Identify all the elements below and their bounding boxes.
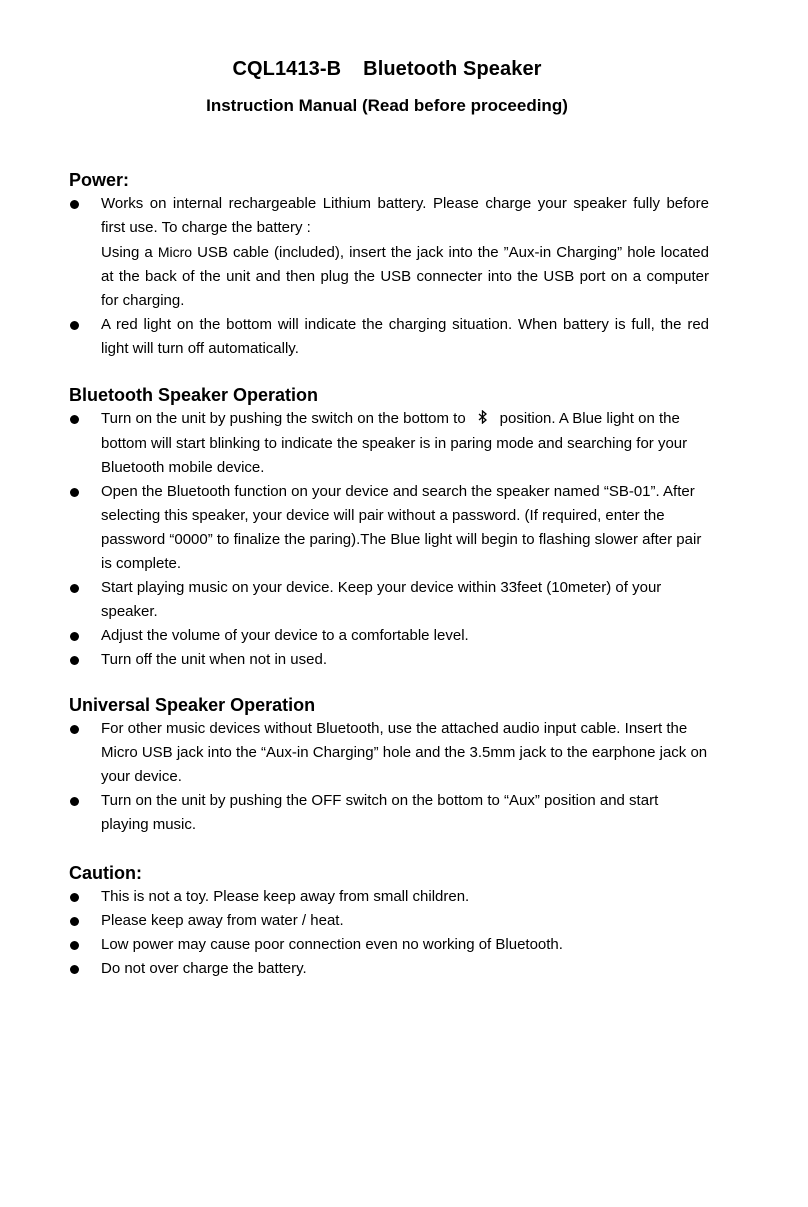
model-number: CQL1413-B <box>232 58 342 80</box>
bluetooth-item-1-post: position. A Blue light on the bottom will start blinking to indicate the speaker is in paring mode and searching for your Bluetooth mobile device. <box>101 410 688 476</box>
power-item-1-micro: Micro <box>157 244 193 260</box>
bullet-dot-icon <box>70 941 79 950</box>
bluetooth-item-4: Adjust the volume of your device to a comfortable level. <box>101 627 469 644</box>
bullet-dot-icon <box>70 632 79 641</box>
section-bluetooth <box>69 383 709 672</box>
list-item <box>69 789 709 837</box>
list-item <box>69 648 709 672</box>
list-item <box>69 909 709 933</box>
universal-list <box>69 717 709 837</box>
section-heading-power: Power: <box>69 170 130 190</box>
list-item <box>69 957 709 981</box>
section-caution <box>69 861 709 981</box>
bluetooth-item-5: Turn off the unit when not in used. <box>101 651 327 668</box>
bullet-dot-icon <box>70 200 79 209</box>
list-item <box>69 407 709 480</box>
product-name: Bluetooth Speaker <box>363 58 542 80</box>
list-item <box>69 480 709 576</box>
universal-item-1: For other music devices without Bluetooth, use the attached audio input cable. Insert the Micro USB jack into the “Aux-in Charging” hole and the 3.5mm jack to the earphone jack on your device. <box>101 720 708 785</box>
section-power <box>69 168 709 361</box>
power-item-1-rest: USB cable (included), insert the jack into the ”Aux-in Charging” hole located at the back of the unit and then plug the USB connecter into the USB port on a computer for charging. <box>101 244 709 309</box>
document-subtitle: Instruction Manual (Read before proceeding) <box>206 96 568 115</box>
bullet-dot-icon <box>70 656 79 665</box>
section-universal <box>69 693 709 837</box>
caution-item-2: Please keep away from water / heat. <box>101 912 344 929</box>
power-item-1-intro: Works on internal rechargeable Lithium battery. Please charge your speaker fully before first use. To charge the battery : <box>101 195 709 236</box>
list-item <box>69 192 709 313</box>
bluetooth-item-3: Start playing music on your device. Keep your device within 33feet (10meter) of your speaker. <box>101 579 662 620</box>
bullet-dot-icon <box>70 584 79 593</box>
power-item-1-pre: Using a <box>101 244 158 261</box>
bullet-dot-icon <box>70 725 79 734</box>
caution-item-4: Do not over charge the battery. <box>101 960 307 977</box>
list-item <box>69 576 709 624</box>
caution-item-1: This is not a toy. Please keep away from small children. <box>101 888 470 905</box>
bullet-dot-icon <box>70 415 79 424</box>
bluetooth-icon <box>466 408 500 432</box>
bullet-dot-icon <box>70 488 79 497</box>
caution-item-3: Low power may cause poor connection even no working of Bluetooth. <box>101 936 563 953</box>
bluetooth-item-2: Open the Bluetooth function on your device and search the speaker named “SB-01”. After selecting this speaker, your device will pair without a password. (If required, enter the password “0000” to finalize the paring).The Blue light will begin to flashing slower after pair is complete. <box>101 483 702 572</box>
bullet-dot-icon <box>70 917 79 926</box>
section-heading-caution: Caution: <box>69 863 142 883</box>
document-title <box>0 58 774 81</box>
list-item <box>69 933 709 957</box>
section-heading-bluetooth: Bluetooth Speaker Operation <box>69 385 319 405</box>
power-item-2: A red light on the bottom will indicate the charging situation. When battery is full, the red light will turn off automatically. <box>101 316 709 357</box>
power-list <box>69 192 709 361</box>
bullet-dot-icon <box>70 893 79 902</box>
universal-item-2: Turn on the unit by pushing the OFF switch on the bottom to “Aux” position and start playing music. <box>101 792 659 833</box>
bullet-dot-icon <box>70 797 79 806</box>
bullet-dot-icon <box>70 321 79 330</box>
list-item <box>69 313 709 361</box>
bluetooth-list <box>69 407 709 672</box>
list-item <box>69 624 709 648</box>
bullet-dot-icon <box>70 965 79 974</box>
caution-list <box>69 885 709 981</box>
list-item <box>69 717 709 789</box>
list-item <box>69 885 709 909</box>
bluetooth-item-1-pre: Turn on the unit by pushing the switch on the bottom to <box>101 410 466 427</box>
section-heading-universal: Universal Speaker Operation <box>69 695 316 715</box>
